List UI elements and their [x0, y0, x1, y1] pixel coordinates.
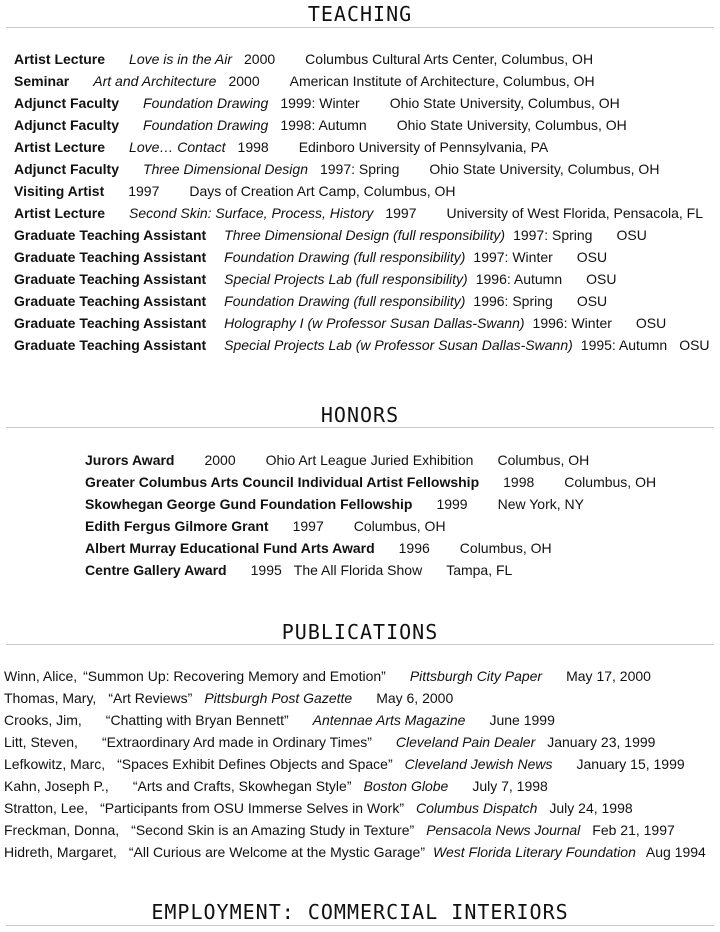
article-title: “Participants from OSU Immerse Selves in Work”	[100, 800, 404, 816]
teaching-entry	[14, 291, 607, 311]
award: Albert Murray Educational Fund Arts Award	[85, 540, 375, 556]
author: Winn, Alice,	[4, 668, 78, 684]
publication-name: Cleveland Jewish News	[404, 756, 553, 772]
institution: American Institute of Architecture, Columbus, OH	[289, 73, 595, 89]
teaching-divider	[6, 27, 714, 28]
institution: OSU	[616, 227, 647, 243]
publication-entry	[4, 666, 651, 686]
location: Columbus, OH	[353, 518, 446, 534]
publication-entry	[4, 732, 655, 752]
teaching-entry	[14, 181, 456, 201]
teaching-entry	[14, 115, 627, 135]
institution: OSU	[586, 271, 617, 287]
date: July 24, 1998	[549, 800, 633, 816]
course-title: Foundation Drawing	[143, 95, 269, 111]
course-title: Three Dimensional Design	[143, 161, 308, 177]
location: Columbus, OH	[564, 474, 657, 490]
article-title: “Chatting with Bryan Bennett”	[105, 712, 289, 728]
course-title: Second Skin: Surface, Process, History	[129, 205, 374, 221]
course-title: Love is in the Air	[129, 51, 233, 67]
teaching-entry	[14, 93, 620, 113]
employment-divider	[6, 925, 714, 926]
institution: OSU	[576, 293, 608, 309]
publication-name: Antennae Arts Magazine	[312, 712, 466, 728]
article-title: “All Curious are Welcome at the Mystic Garage”	[128, 844, 426, 860]
role: Artist Lecture	[14, 139, 106, 155]
year: 1999	[436, 496, 468, 512]
award: Greater Columbus Arts Council Individual Artist Fellowship	[85, 474, 480, 490]
date: January 15, 1999	[576, 756, 685, 772]
location: New York, NY	[497, 496, 584, 512]
publication-entry	[4, 798, 633, 818]
date: Feb 21, 1997	[592, 822, 675, 838]
publication-name: Columbus Dispatch	[415, 800, 538, 816]
institution: OSU	[635, 315, 667, 331]
term: 1997: Winter	[473, 249, 553, 265]
publication-name: Boston Globe	[363, 778, 449, 794]
teaching-entry	[14, 225, 647, 245]
teaching-heading: TEACHING	[307, 2, 413, 26]
role: Adjunct Faculty	[14, 95, 120, 111]
location: Columbus, OH	[459, 540, 552, 556]
institution: Ohio State University, Columbus, OH	[389, 95, 620, 111]
honors-entry	[85, 494, 584, 514]
institution: University of West Florida, Pensacola, FL	[446, 205, 704, 221]
institution: Ohio State University, Columbus, OH	[396, 117, 627, 133]
year: 1998	[503, 474, 535, 490]
year: 1995	[250, 562, 282, 578]
term: 1996: Autumn	[475, 271, 563, 287]
institution: Ohio State University, Columbus, OH	[429, 161, 660, 177]
article-title: “Extraordinary Ard made in Ordinary Times”	[101, 734, 372, 750]
publication-name: Cleveland Pain Dealer	[395, 734, 536, 750]
teaching-entry	[14, 335, 710, 355]
date: January 23, 1999	[547, 734, 656, 750]
course-title: Foundation Drawing (full responsibility)	[224, 249, 466, 265]
location: Columbus, OH	[497, 452, 590, 468]
author: Freckman, Donna,	[4, 822, 120, 838]
teaching-entry	[14, 137, 548, 157]
author: Thomas, Mary,	[4, 690, 97, 706]
year: 1997: Spring	[319, 161, 400, 177]
year: 1997	[385, 205, 417, 221]
course-title: Art and Architecture	[93, 73, 217, 89]
course-title: Special Projects Lab (w Professor Susan Dallas-Swann)	[224, 337, 573, 353]
year: 1997	[292, 518, 324, 534]
teaching-entry	[14, 313, 666, 333]
role: Adjunct Faculty	[14, 117, 120, 133]
publication-name: Pensacola News Journal	[426, 822, 581, 838]
role: Visiting Artist	[14, 183, 105, 199]
institution: Edinboro University of Pennsylvania, PA	[298, 139, 549, 155]
honors-entry	[85, 516, 446, 536]
teaching-entry	[14, 71, 595, 91]
year: 1998: Autumn	[280, 117, 367, 133]
publication-name: West Florida Literary Foundation	[433, 844, 636, 860]
publications-divider	[6, 644, 714, 645]
teaching-entry	[14, 203, 703, 223]
role: Graduate Teaching Assistant	[14, 271, 207, 287]
honors-entry	[85, 560, 512, 580]
article-title: “Second Skin is an Amazing Study in Texture”	[131, 822, 415, 838]
award: Jurors Award	[85, 452, 175, 468]
institution: OSU	[576, 249, 608, 265]
article-title: “Spaces Exhibit Defines Objects and Space”	[117, 756, 393, 772]
award: Skowhegan George Gund Foundation Fellowship	[85, 496, 413, 512]
role: Graduate Teaching Assistant	[14, 249, 207, 265]
year: 1996	[398, 540, 430, 556]
year: 2000	[204, 452, 236, 468]
course-title: Foundation Drawing	[143, 117, 269, 133]
institution: Days of Creation Art Camp, Columbus, OH	[189, 183, 456, 199]
publication-entry	[4, 842, 706, 862]
role: Graduate Teaching Assistant	[14, 293, 207, 309]
course-title: Holography I (w Professor Susan Dallas-Swann)	[224, 315, 525, 331]
term: 1996: Spring	[473, 293, 553, 309]
role: Adjunct Faculty	[14, 161, 120, 177]
term: 1996: Winter	[532, 315, 612, 331]
teaching-entry	[14, 269, 616, 289]
award: Centre Gallery Award	[85, 562, 227, 578]
author: Litt, Steven,	[4, 734, 78, 750]
teaching-entry	[14, 49, 593, 69]
role: Graduate Teaching Assistant	[14, 337, 207, 353]
publication-name: Pittsburgh Post Gazette	[204, 690, 353, 706]
publication-entry	[4, 710, 555, 730]
venue: Ohio Art League Juried Exhibition	[265, 452, 474, 468]
year: 1997	[128, 183, 160, 199]
term: 1997: Spring	[513, 227, 593, 243]
author: Stratton, Lee,	[4, 800, 89, 816]
author: Lefkowitz, Marc,	[4, 756, 106, 772]
honors-heading: HONORS	[320, 403, 400, 427]
course-title: Love… Contact	[129, 139, 226, 155]
role: Artist Lecture	[14, 205, 106, 221]
date: May 17, 2000	[566, 668, 651, 684]
publication-name: Pittsburgh City Paper	[409, 668, 543, 684]
publication-entry	[4, 820, 675, 840]
institution: Columbus Cultural Arts Center, Columbus, OH	[305, 51, 594, 67]
date: Aug 1994	[645, 844, 706, 860]
honors-divider	[6, 427, 714, 428]
article-title: “Art Reviews”	[108, 690, 193, 706]
author: Kahn, Joseph P.,	[4, 778, 109, 794]
date: July 7, 1998	[472, 778, 548, 794]
year: 2000	[228, 73, 260, 89]
role: Seminar	[14, 73, 70, 89]
publication-entry	[4, 754, 685, 774]
institution: OSU	[679, 337, 710, 353]
publication-entry	[4, 776, 548, 796]
course-title: Special Projects Lab (full responsibility)	[224, 271, 468, 287]
year: 1999: Winter	[280, 95, 360, 111]
venue: The All Florida Show	[293, 562, 423, 578]
role: Graduate Teaching Assistant	[14, 315, 207, 331]
article-title: “Summon Up: Recovering Memory and Emotion”	[83, 668, 386, 684]
honors-entry	[85, 538, 552, 558]
award: Edith Fergus Gilmore Grant	[85, 518, 269, 534]
date: May 6, 2000	[376, 690, 454, 706]
author: Hidreth, Margaret,	[4, 844, 117, 860]
role: Graduate Teaching Assistant	[14, 227, 207, 243]
teaching-entry	[14, 159, 659, 179]
location: Tampa, FL	[446, 562, 513, 578]
honors-entry	[85, 472, 656, 492]
course-title: Three Dimensional Design (full responsibility)	[224, 227, 506, 243]
publications-heading: PUBLICATIONS	[281, 620, 439, 644]
honors-entry	[85, 450, 589, 470]
employment-heading: EMPLOYMENT: COMMERCIAL INTERIORS	[151, 900, 569, 924]
publication-entry	[4, 688, 453, 708]
teaching-entry	[14, 247, 607, 267]
article-title: “Arts and Crafts, Skowhegan Style”	[132, 778, 352, 794]
year: 1998	[237, 139, 269, 155]
date: June 1999	[489, 712, 555, 728]
role: Artist Lecture	[14, 51, 106, 67]
term: 1995: Autumn	[580, 337, 668, 353]
course-title: Foundation Drawing (full responsibility)	[224, 293, 466, 309]
year: 2000	[244, 51, 276, 67]
author: Crooks, Jim,	[4, 712, 82, 728]
